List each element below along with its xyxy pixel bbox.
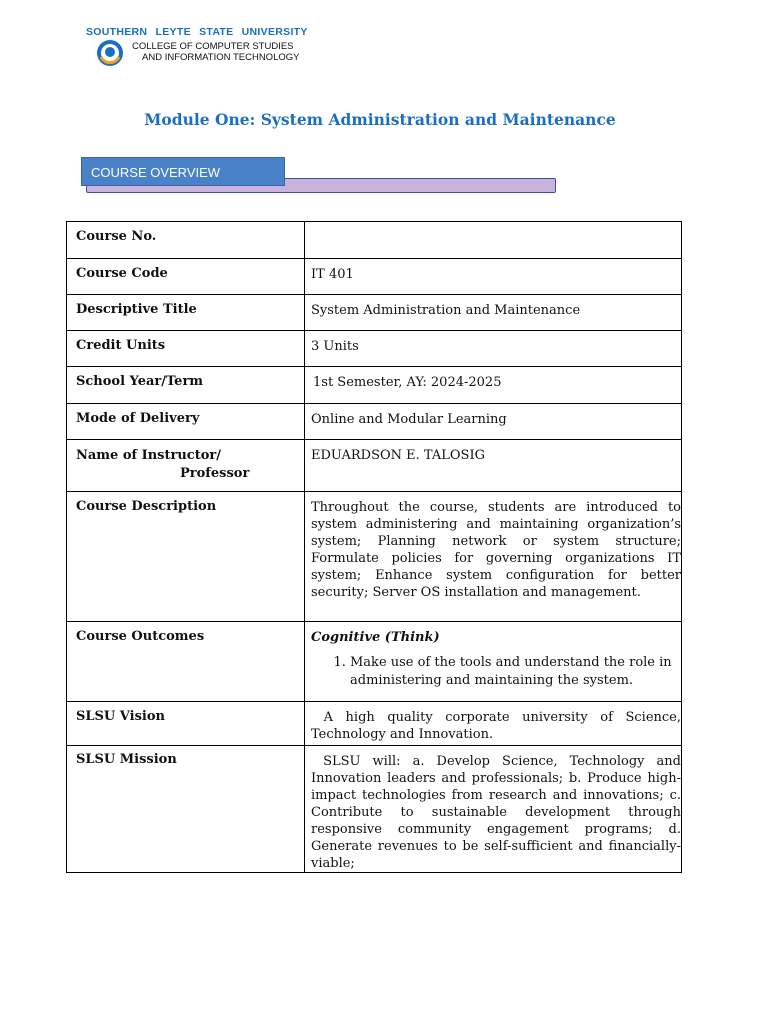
table-row-credit-units [67,331,682,367]
cognitive-heading: Cognitive (Think) [311,630,440,645]
university-logo-icon [96,39,124,67]
credit-units-label: Credit Units [67,331,305,367]
slsu-mission-value: SLSU will: a. Develop Science, Technology and Innovation leaders and professionals; b. Produce high-impact technologies from research and innovations; c. Contribute to sustainable development through responsive community engagement programs; d. Generate revenues to be self-sufficient and financially-viable; [305,746,682,873]
table-row-school-year [67,367,682,404]
outcomes-list [311,654,681,690]
table-row-course-no [67,222,682,259]
page-title: Module One: System Administration and Maintenance [144,110,616,129]
table-row-slsu-vision [67,702,682,746]
instructor-label-line-2: Professor [180,466,250,481]
instructor-value: EDUARDSON E. TALOSIG [305,440,682,492]
course-outcomes-label: Course Outcomes [67,622,305,702]
school-year-label: School Year/Term [67,367,305,404]
slsu-vision-value: A high quality corporate university of Science, Technology and Innovation. [305,702,682,746]
mode-of-delivery-value: Online and Modular Learning [305,404,682,440]
instructor-label [67,440,305,492]
school-year-value: 1st Semester, AY: 2024-2025 [305,367,682,404]
university-name: SOUTHERN LEYTE STATE UNIVERSITY [86,26,308,38]
course-description-label: Course Description [67,492,305,622]
course-description-value: Throughout the course, students are introduced to system administering and maintaining organization’s system; Planning network or system structure; Formulate policies for governing organizations IT system; Enhance system configuration for better security; Server OS installation and management. [305,492,682,622]
outcome-item: 1. Make use of the tools and understand the role in administering and maintaining the system. [350,654,681,690]
course-info-table [66,221,686,873]
table-row-course-description [67,492,682,622]
table-row-slsu-mission [67,746,682,873]
table-row-course-outcomes [67,622,682,702]
mode-of-delivery-label: Mode of Delivery [67,404,305,440]
course-outcomes-value [305,622,682,702]
college-line-2: AND INFORMATION TECHNOLOGY [142,52,300,63]
table-row-mode-of-delivery [67,404,682,440]
instructor-label-line-1: Name of Instructor/ [76,448,221,463]
table-row-instructor [67,440,682,492]
college-line-1: COLLEGE OF COMPUTER STUDIES [132,41,294,52]
table-row-course-code [67,259,682,295]
slsu-mission-label: SLSU Mission [67,746,305,873]
course-no-label: Course No. [67,222,305,259]
credit-units-value: 3 Units [305,331,682,367]
college-name [132,41,299,63]
section-tab-course-overview: COURSE OVERVIEW [81,157,285,186]
table-row-descriptive-title [67,295,682,331]
course-no-value [305,222,682,259]
descriptive-title-value: System Administration and Maintenance [305,295,682,331]
course-code-label: Course Code [67,259,305,295]
slsu-vision-label: SLSU Vision [67,702,305,746]
course-code-value: IT 401 [305,259,682,295]
descriptive-title-label: Descriptive Title [67,295,305,331]
